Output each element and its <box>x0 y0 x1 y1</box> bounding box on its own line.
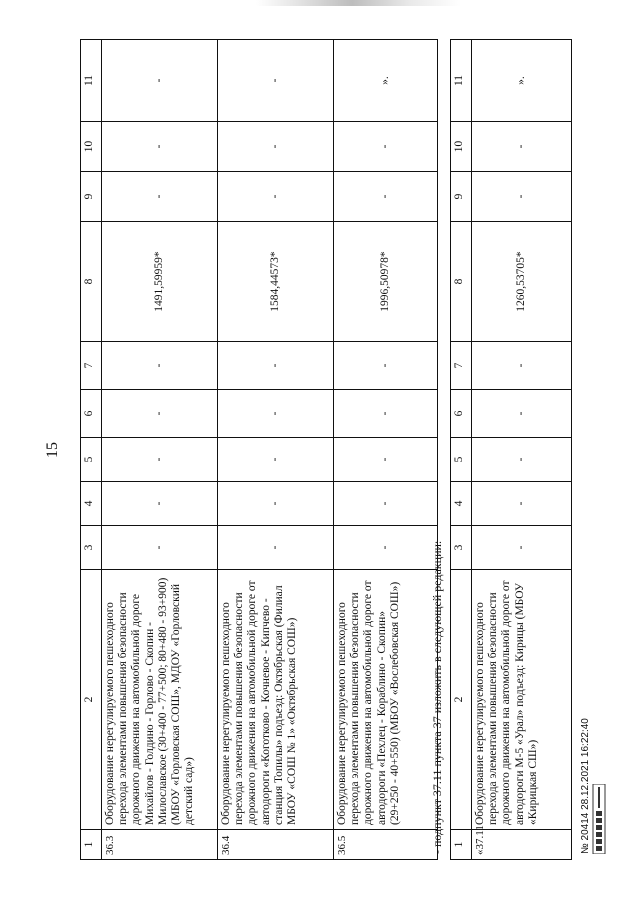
cell-col8: 1996,50978* <box>334 222 438 342</box>
column-number: 9 <box>451 172 472 222</box>
cell-col3: - <box>102 526 218 570</box>
row-id: 36.4 <box>218 830 334 860</box>
rotated-page <box>40 40 610 860</box>
column-number-row <box>81 40 102 860</box>
subpoint-text: - подпункт 37.11 пункта 37 изложить в следующей редакции: <box>430 540 444 854</box>
cell-col6: - <box>334 390 438 438</box>
cell-col10: - <box>218 122 334 172</box>
table-row <box>102 40 218 860</box>
row-description: Оборудование нерегулируемого пешеходного перехода элементами повышения безопасности дорожного движения на автомобильной дороге от автодороги М-5 «Урал» подъезд: Кирицы (МБОУ «Кирицкая СШ») <box>472 570 572 830</box>
table-row <box>334 40 438 860</box>
cell-col3: - <box>218 526 334 570</box>
cell-col6: - <box>102 390 218 438</box>
cell-col11: - <box>218 40 334 122</box>
column-number: 4 <box>81 482 102 526</box>
column-number: 7 <box>451 342 472 390</box>
column-number: 11 <box>451 40 472 122</box>
column-number: 7 <box>81 342 102 390</box>
cell-col10: - <box>472 122 572 172</box>
cell-col9: - <box>102 172 218 222</box>
row-id: 36.3 <box>102 830 218 860</box>
cell-col8: 1584,44573* <box>218 222 334 342</box>
row-id: «37.11 <box>472 830 572 860</box>
cell-col4: - <box>334 482 438 526</box>
cell-col7: - <box>218 342 334 390</box>
cell-col7: - <box>102 342 218 390</box>
row-id: 36.5 <box>334 830 438 860</box>
cell-col9: - <box>218 172 334 222</box>
cell-col10: - <box>102 122 218 172</box>
column-number: 4 <box>451 482 472 526</box>
registration-stamp: № 20414 28.12.2021 16:22:40 <box>580 718 591 854</box>
cell-col9: - <box>334 172 438 222</box>
cell-col5: - <box>218 438 334 482</box>
column-number: 10 <box>451 122 472 172</box>
column-number: 1 <box>451 830 472 860</box>
row-description: Оборудование нерегулируемого пешеходного перехода элементами повышения безопасности дорожного движения на автомобильной дороге от автодороги «Пехлец - Кораблино - Скопин» (29+250 - 40+550) (МБОУ «Вослебовская СОШ») <box>334 570 438 830</box>
cell-col6: - <box>218 390 334 438</box>
cell-col10: - <box>334 122 438 172</box>
column-number: 5 <box>81 438 102 482</box>
column-number: 8 <box>451 222 472 342</box>
column-number: 3 <box>451 526 472 570</box>
cell-col3: - <box>472 526 572 570</box>
page-number: 15 <box>44 442 61 458</box>
cell-col9: - <box>472 172 572 222</box>
column-number: 5 <box>451 438 472 482</box>
cell-col7: - <box>472 342 572 390</box>
column-number-row <box>451 40 472 860</box>
column-number: 9 <box>81 172 102 222</box>
cell-col4: - <box>472 482 572 526</box>
scan-edge <box>0 0 640 6</box>
row-description: Оборудование нерегулируемого пешеходного перехода элементами повышения безопасности дорожного движения на автомобильной дороге Михайлов - Голдино - Горлово - Скопин - Милославское (30+400 - 77+500; 80+480 - 93+900) (МБОУ «Горловская СОШ», МДОУ «Горловский детский сад») <box>102 570 218 830</box>
column-number: 2 <box>81 570 102 830</box>
cell-col11: - <box>102 40 218 122</box>
second-table <box>450 39 572 860</box>
column-number: 11 <box>81 40 102 122</box>
cell-col8: 1491,59959* <box>102 222 218 342</box>
registry-logo-icon <box>592 784 606 854</box>
cell-col6: - <box>472 390 572 438</box>
table-row <box>218 40 334 860</box>
column-number: 6 <box>81 390 102 438</box>
table-row <box>472 40 572 860</box>
column-number: 1 <box>81 830 102 860</box>
cell-col5: - <box>472 438 572 482</box>
cell-col5: - <box>334 438 438 482</box>
cell-col5: - <box>102 438 218 482</box>
cell-col11: ». <box>334 40 438 122</box>
column-number: 2 <box>451 570 472 830</box>
column-number: 6 <box>451 390 472 438</box>
cell-col4: - <box>102 482 218 526</box>
column-number: 8 <box>81 222 102 342</box>
cell-col8: 1260,53705* <box>472 222 572 342</box>
column-number: 3 <box>81 526 102 570</box>
row-description: Оборудование нерегулируемого пешеходного перехода элементами повышения безопасности дорожного движения на автомобильной дороге от автодороги «Коготково - Кочневое - Кипчево - станция Топилы» подъезд: Октябрьская (Филиал МБОУ «СОШ № 1» «Октябрьская СОШ») <box>218 570 334 830</box>
cell-col11: ». <box>472 40 572 122</box>
cell-col3: - <box>334 526 438 570</box>
column-number: 10 <box>81 122 102 172</box>
cell-col4: - <box>218 482 334 526</box>
main-table <box>80 39 438 860</box>
cell-col7: - <box>334 342 438 390</box>
